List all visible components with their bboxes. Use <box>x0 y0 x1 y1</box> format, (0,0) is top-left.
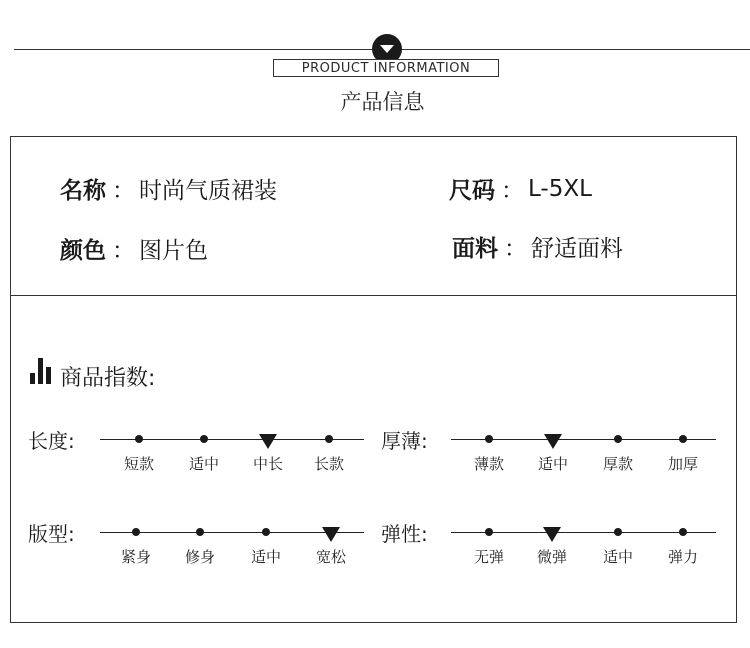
scale-dot <box>262 528 270 536</box>
spec-size-sep: ： <box>501 178 524 204</box>
spec-size-value: L-5XL <box>528 175 592 202</box>
scale-dot <box>485 528 493 536</box>
scale-option: 弹力 <box>667 548 698 566</box>
product-information-banner <box>273 59 499 77</box>
scale-option: 适中 <box>602 548 633 566</box>
scale-option: 短款 <box>123 455 154 473</box>
scale-dot <box>132 528 140 536</box>
scale-option: 加厚 <box>667 455 698 473</box>
scale-dot <box>325 435 333 443</box>
scale-dot <box>679 435 687 443</box>
spec-color-sep: ： <box>112 238 135 264</box>
scale-label: 弹性: <box>381 522 428 546</box>
scale-dot <box>614 528 622 536</box>
scale-dot <box>614 435 622 443</box>
bar-chart-icon <box>30 358 54 384</box>
spec-name-sep: ： <box>112 178 135 204</box>
spec-color-label: 颜色 <box>60 238 106 264</box>
scale-option: 修身 <box>184 548 215 566</box>
scale-option: 无弹 <box>473 548 504 566</box>
page-subtitle: 产品信息 <box>340 90 425 114</box>
scale-option: 微弹 <box>536 548 567 566</box>
scale-dot <box>135 435 143 443</box>
scale-option: 紧身 <box>120 548 151 566</box>
scale-option: 适中 <box>537 455 568 473</box>
spec-fabric <box>452 230 623 263</box>
spec-size-label: 尺码 <box>449 178 495 204</box>
scale-dot <box>679 528 687 536</box>
scale-option: 薄款 <box>473 455 504 473</box>
indices-title: 商品指数: <box>60 366 156 391</box>
spec-size <box>449 172 592 205</box>
scale-option: 适中 <box>250 548 281 566</box>
selected-marker-icon <box>543 527 561 542</box>
scale-option: 厚款 <box>602 455 633 473</box>
scale-dot <box>196 528 204 536</box>
spec-name-label: 名称 <box>60 178 106 204</box>
selected-marker-icon <box>322 527 340 542</box>
scale-option: 中长 <box>252 455 283 473</box>
scale-label: 版型: <box>28 522 75 546</box>
spec-name <box>60 172 277 205</box>
scale-option: 长款 <box>313 455 344 473</box>
scale-label: 厚薄: <box>381 429 428 453</box>
scale-dot <box>485 435 493 443</box>
selected-marker-icon <box>259 434 277 449</box>
banner-text: PRODUCT INFORMATION <box>301 60 471 76</box>
spec-fabric-value: 舒适面料 <box>531 236 623 262</box>
spec-color-value: 图片色 <box>139 238 208 264</box>
scale-label: 长度: <box>28 429 75 453</box>
spec-color <box>60 232 208 265</box>
scale-option: 宽松 <box>315 548 346 566</box>
box-divider <box>10 295 737 296</box>
scale-option: 适中 <box>188 455 219 473</box>
spec-fabric-label: 面料 <box>452 236 498 262</box>
scale-dot <box>200 435 208 443</box>
spec-fabric-sep: ： <box>504 236 527 262</box>
selected-marker-icon <box>544 434 562 449</box>
spec-name-value: 时尚气质裙装 <box>139 178 277 204</box>
